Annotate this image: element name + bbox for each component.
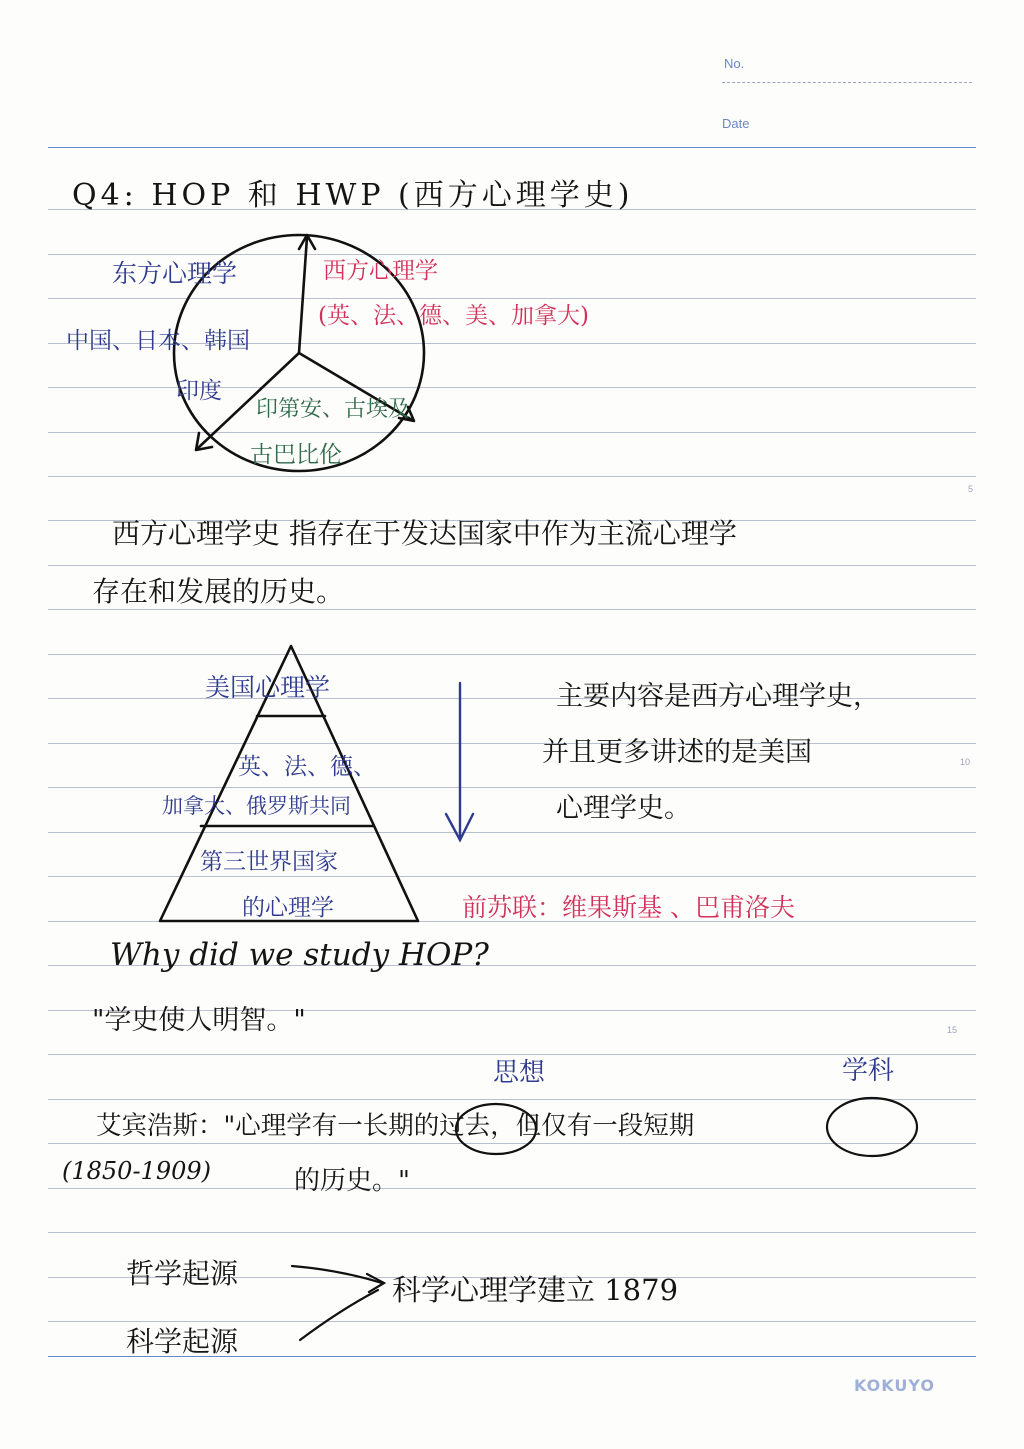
line-number-10: 10 (960, 757, 971, 767)
ebbinghaus-years: (1850-1909) (62, 1157, 211, 1185)
west-psychology-label: 西方心理学 (323, 258, 438, 284)
science-origin: 科学起源 (126, 1325, 239, 1358)
definition-line-2: 存在和发展的历史。 (92, 575, 345, 608)
circle-short-term (827, 1098, 917, 1156)
arrow-science (300, 1290, 378, 1340)
east-india-label: 印度 (176, 378, 222, 404)
definition-line-1: 西方心理学史 指存在于发达国家中作为主流心理学 (112, 517, 737, 550)
ebbinghaus-quote-line-1: 艾宾浩斯："心理学有一长期的过去，但仅有一段短期 (96, 1111, 695, 1141)
history-quote: "学史使人明智。" (92, 1005, 306, 1036)
annotation-thought: 思想 (493, 1058, 546, 1088)
scientific-psychology-founded: 科学心理学建立 1879 (392, 1273, 679, 1307)
date-label: Date (722, 116, 750, 131)
pyramid-tier-1-label: 美国心理学 (205, 673, 331, 702)
no-label: No. (724, 56, 745, 71)
ebbinghaus-quote-line-2: 的历史。" (294, 1166, 410, 1196)
line-number-15: 15 (947, 1025, 958, 1035)
pyramid-tier-2-label-2: 加拿大、俄罗斯共同 (162, 794, 351, 818)
pie-divider-up (299, 237, 307, 353)
other-civilizations-label: 印第安、古埃及 (256, 397, 411, 422)
west-countries-label: (英、法、德、美、加拿大) (318, 303, 589, 329)
line-number-5: 5 (968, 484, 974, 494)
kokuyo-logo: KOKUYO (854, 1376, 936, 1395)
babylon-label: 古巴比伦 (250, 442, 342, 468)
east-psychology-label: 东方心理学 (112, 259, 238, 288)
pyramid-tier-2-label-1: 英、法、德、 (238, 754, 376, 780)
pyramid-note-line-1: 主要内容是西方心理学史， (556, 681, 880, 712)
annotation-discipline: 学科 (842, 1056, 895, 1086)
east-countries-label: 中国、日本、韩国 (66, 328, 250, 354)
pyramid-note-line-2: 并且更多讲述的是美国 (542, 737, 812, 768)
page-title: Q4: HOP 和 HWP (西方心理学史) (72, 178, 634, 213)
pyramid-note-line-3: 心理学史。 (556, 793, 691, 824)
why-question: Why did we study HOP? (110, 937, 489, 973)
pyramid-tier-3-label-1: 第三世界国家 (200, 849, 338, 875)
pyramid-tier-3-label-2: 的心理学 (242, 895, 334, 921)
soviet-psychologists-note: 前苏联：维果斯基 、巴甫洛夫 (462, 893, 795, 922)
philosophy-origin: 哲学起源 (126, 1257, 239, 1290)
